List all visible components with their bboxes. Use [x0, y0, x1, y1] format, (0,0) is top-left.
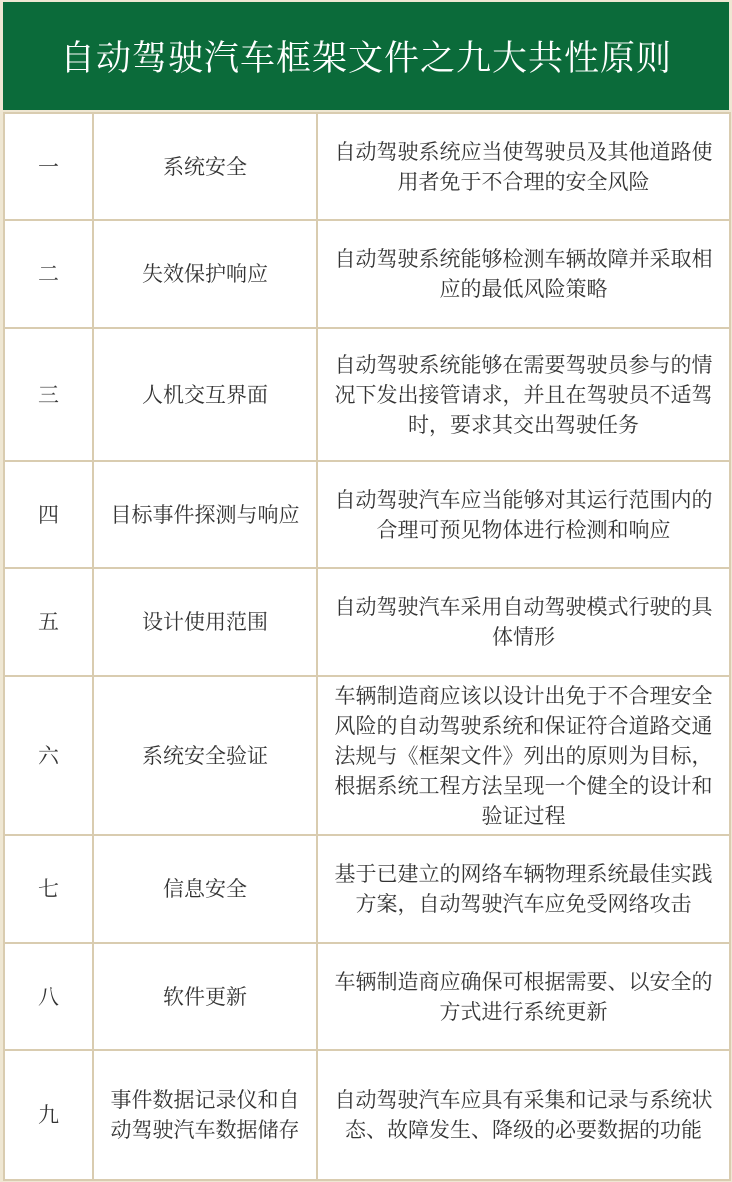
table-row: [4, 220, 730, 328]
principle-name: 信息安全: [93, 835, 317, 943]
table-row: [4, 676, 730, 835]
table-row: [4, 113, 730, 220]
row-number: 二: [4, 220, 93, 328]
principle-description: 车辆制造商应该以设计出免于不合理安全风险的自动驾驶系统和保证符合道路交通法规与《框架文件》列出的原则为目标，根据系统工程方法呈现一个健全的设计和验证过程: [317, 676, 730, 835]
row-number: 六: [4, 676, 93, 835]
principles-table: [3, 112, 731, 1181]
principle-description: 自动驾驶汽车应当能够对其运行范围内的合理可预见物体进行检测和响应: [317, 461, 730, 568]
table-row: [4, 568, 730, 676]
principle-description: 自动驾驶系统应当使驾驶员及其他道路使用者免于不合理的安全风险: [317, 113, 730, 220]
row-number: 七: [4, 835, 93, 943]
principle-description: 车辆制造商应确保可根据需要、以安全的方式进行系统更新: [317, 943, 730, 1050]
principle-description: 自动驾驶系统能够在需要驾驶员参与的情况下发出接管请求，并且在驾驶员不适驾时，要求其交出驾驶任务: [317, 328, 730, 461]
table-row: [4, 943, 730, 1050]
principle-description: 自动驾驶系统能够检测车辆故障并采取相应的最低风险策略: [317, 220, 730, 328]
title-banner: [3, 2, 729, 110]
principle-name: 事件数据记录仪和自动驾驶汽车数据储存: [93, 1050, 317, 1180]
table-row: [4, 328, 730, 461]
row-number: 一: [4, 113, 93, 220]
principle-name: 失效保护响应: [93, 220, 317, 328]
row-number: 四: [4, 461, 93, 568]
principle-name: 目标事件探测与响应: [93, 461, 317, 568]
principle-name: 系统安全: [93, 113, 317, 220]
table-row: [4, 461, 730, 568]
row-number: 五: [4, 568, 93, 676]
principle-name: 系统安全验证: [93, 676, 317, 835]
row-number: 九: [4, 1050, 93, 1180]
row-number: 三: [4, 328, 93, 461]
principle-description: 基于已建立的网络车辆物理系统最佳实践方案，自动驾驶汽车应免受网络攻击: [317, 835, 730, 943]
principle-name: 软件更新: [93, 943, 317, 1050]
principle-description: 自动驾驶汽车应具有采集和记录与系统状态、故障发生、降级的必要数据的功能: [317, 1050, 730, 1180]
table-row: [4, 835, 730, 943]
page-title: 自动驾驶汽车框架文件之九大共性原则: [59, 39, 672, 79]
row-number: 八: [4, 943, 93, 1050]
table-row: [4, 1050, 730, 1180]
principle-description: 自动驾驶汽车采用自动驾驶模式行驶的具体情形: [317, 568, 730, 676]
principle-name: 设计使用范围: [93, 568, 317, 676]
principle-name: 人机交互界面: [93, 328, 317, 461]
